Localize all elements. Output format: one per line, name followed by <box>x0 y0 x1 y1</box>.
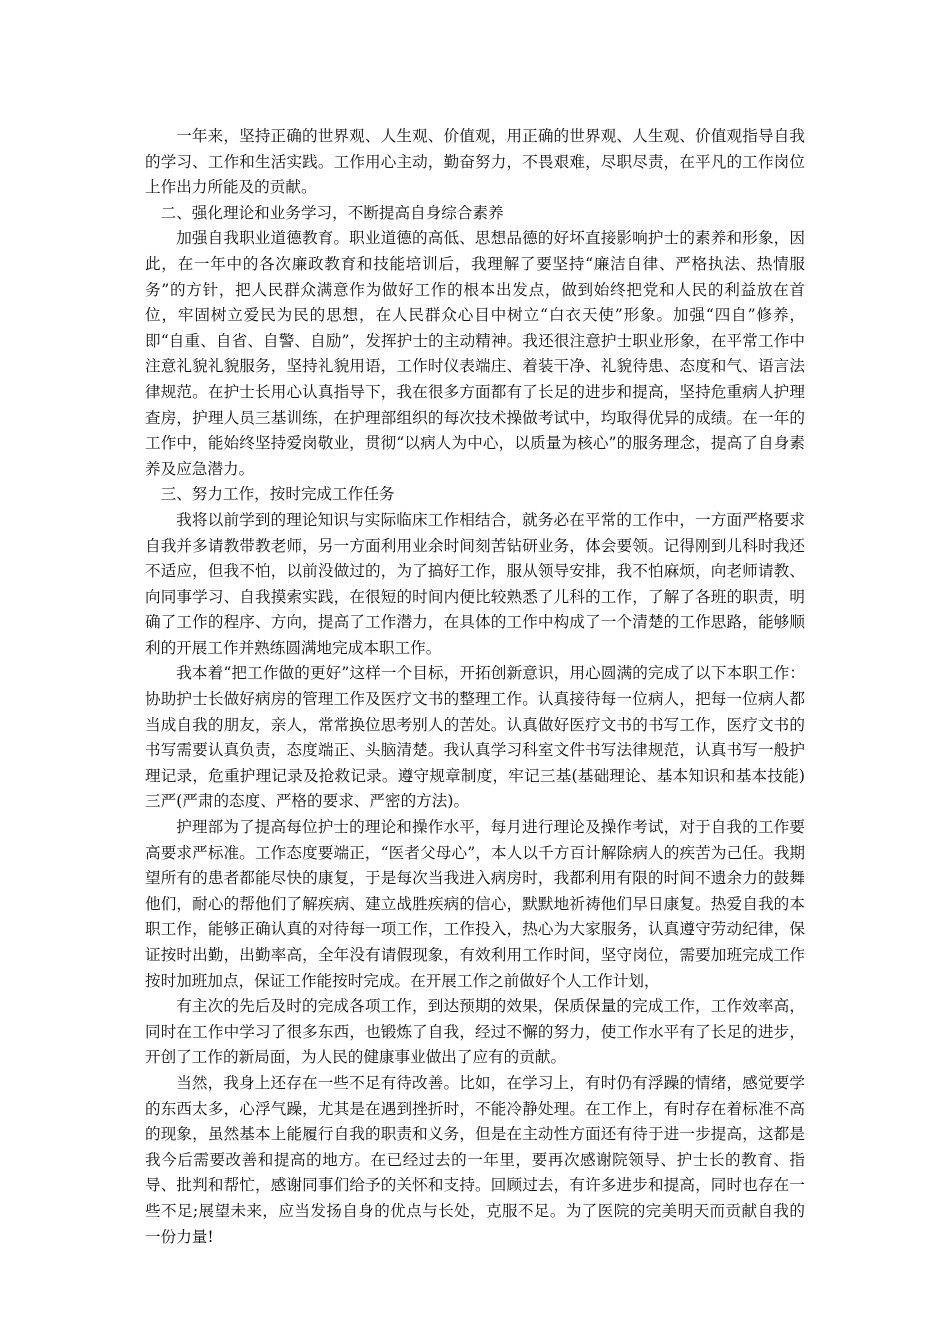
paragraph-duties: 我本着“把工作做的更好”这样一个目标，开拓创新意识，用心圆满的完成了以下本职工作：协助护士长做好病房的管理工作及医疗文书的整理工作。认真接待每一位病人，把每一位病人都当成自我的朋友，亲人，常常换位思考别人的苦处。认真做好医疗文书的书写工作，医疗文书的书写需要认真负责，态度端正、头脑清楚。我认真学习科室文件书写法律规范，认真书写一般护理记录，危重护理记录及抢救记录。遵守规章制度，牢记三基(基础理论、基本知识和基本技能)三严(严肃的态度、严格的要求、严密的方法)。 <box>145 664 805 811</box>
paragraph-conclusion: 当然，我身上还存在一些不足有待改善。比如，在学习上，有时仍有浮躁的情绪，感觉要学的东西太多，心浮气躁，尤其是在遇到挫折时，不能冷静处理。在工作上，有时存在着标准不高的现象，虽然基本上能履行自我的职责和义务，但是在主动性方面还有待于进一步提高，这都是我今后需要改善和提高的地方。在已经过去的一年里，要再次感谢院领导、护士长的教育、指导、批判和帮忙，感谢同事们给予的关怀和支持。回顾过去，有许多进步和提高，同时也存在一些不足;展望未来，应当发扬自身的优点与长处，克服不足。为了医院的完美明天而贡献自我的一份力量! <box>145 1073 805 1246</box>
section-heading-3: 三、努力工作，按时完成工作任务 <box>160 485 395 504</box>
paragraph-efficiency: 有主次的先后及时的完成各项工作，到达预期的效果，保质保量的完成工作，工作效率高，同时在工作中学习了很多东西，也锻炼了自我，经过不懈的努力，使工作水平有了长足的进步，开创了工作的新局面，为人民的健康事业做出了应有的贡献。 <box>145 997 805 1067</box>
paragraph-ethics: 加强自我职业道德教育。职业道德的高低、思想品德的好坏直接影响护士的素养和形象，因此，在一年中的各次廉政教育和技能培训后，我理解了要坚持“廉洁自律、严格执法、热情服务”的方针，把人民群众满意作为做好工作的根本出发点，做到始终把党和人民的利益放在首位，牢固树立爱民为民的思想，在人民群众心目中树立“白衣天使”形象。加强“四自”修养，即“自重、自省、自警、自励”，发挥护士的主动精神。我还很注意护士职业形象，在平常工作中注意礼貌礼貌服务，坚持礼貌用语，工作时仪表端庄、着装干净、礼貌待患、态度和气、语言法律规范。在护士长用心认真指导下，我在很多方面都有了长足的进步和提高，坚持危重病人护理查房，护理人员三基训练，在护理部组织的每次技术操做考试中，均取得优异的成绩。在一年的工作中，能始终坚持爱岗敬业，贯彻“以病人为中心，以质量为核心”的服务理念，提高了自身素养及应急潜力。 <box>145 229 805 478</box>
paragraph-standards: 护理部为了提高每位护士的理论和操作水平，每月进行理论及操作考试，对于自我的工作要高要求严标准。工作态度要端正，“医者父母心”，本人以千方百计解除病人的疾苦为己任。我期望所有的患者都能尽快的康复，于是每次当我进入病房时，我都利用有限的时间不遗余力的鼓舞他们，耐心的帮他们了解疾病、建立战胜疾病的信心，默默地祈祷他们早日康复。热爱自我的本职工作，能够正确认真的对待每一项工作，工作投入，热心为大家服务，认真遵守劳动纪律，保证按时出勤，出勤率高，全年没有请假现象，有效利用工作时间，坚守岗位，需要加班完成工作按时加班加点，保证工作能按时完成。在开展工作之前做好个人工作计划， <box>145 818 805 990</box>
paragraph-practice: 我将以前学到的理论知识与实际临床工作相结合，就务必在平常的工作中，一方面严格要求自我并多请教带教老师，另一方面利用业余时间刻苦钻研业务，体会要领。记得刚到儿科时我还不适应，但我不怕，以前没做过的，为了搞好工作，服从领导安排，我不怕麻烦，向老师请教、向同事学习、自我摸索实践，在很短的时间内便比较熟悉了儿科的工作，了解了各班的职责，明确了工作的程序、方向，提高了工作潜力，在具体的工作中构成了一个清楚的工作思路，能够顺利的开展工作并熟练圆满地完成本职工作。 <box>145 510 805 657</box>
paragraph-intro: 一年来，坚持正确的世界观、人生观、价值观，用正确的世界观、人生观、价值观指导自我的学习、工作和生活实践。工作用心主动，勤奋努力，不畏艰难，尽职尽责，在平凡的工作岗位上作出力所能及的贡献。 <box>145 127 805 197</box>
document-page <box>145 124 805 1250</box>
section-heading-2: 二、强化理论和业务学习，不断提高自身综合素养 <box>160 203 504 222</box>
